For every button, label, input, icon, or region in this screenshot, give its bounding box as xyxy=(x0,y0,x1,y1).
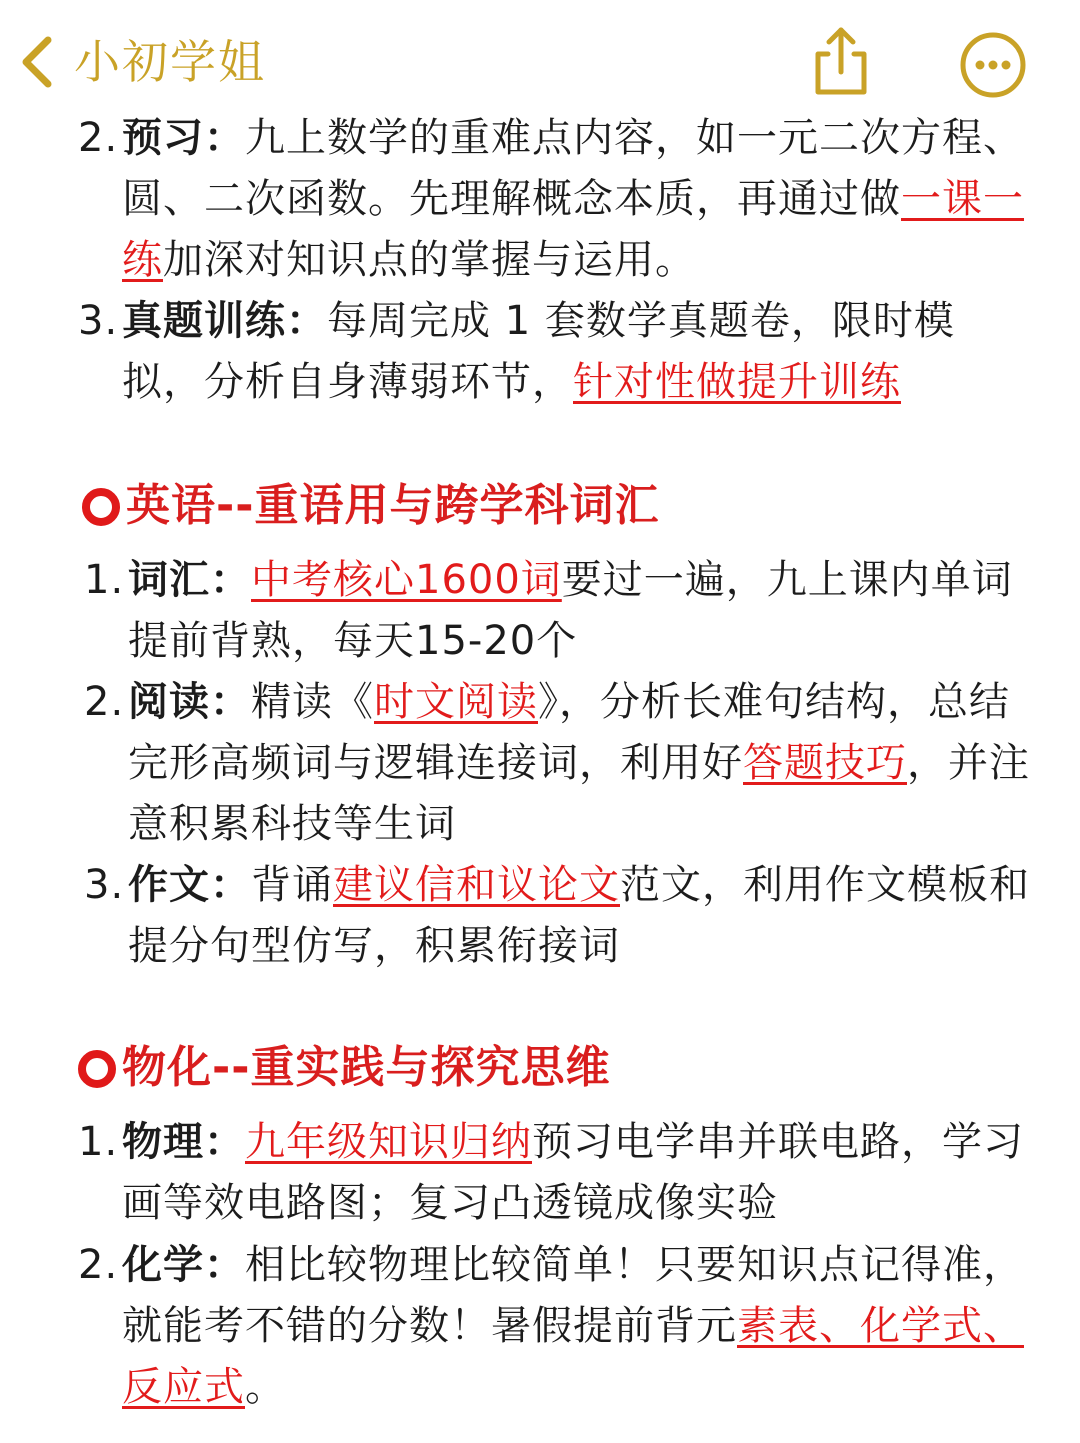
chevron-left-icon xyxy=(14,30,62,94)
list-item xyxy=(78,1112,1028,1234)
section-heading-english xyxy=(82,476,660,536)
item-number: 2. xyxy=(78,1242,119,1288)
list-item xyxy=(84,550,1030,672)
item-number: 2. xyxy=(84,679,125,725)
item-separator: ： xyxy=(210,557,251,603)
item-text: ，并注意积累科技等生词 xyxy=(128,740,1030,847)
item-body xyxy=(78,108,1028,291)
item-label: 化学 xyxy=(122,1242,204,1288)
training-link[interactable]: 针对性做提升训练 xyxy=(573,359,901,405)
item-text: 要过一遍，九上课内单词提前背熟，每天15-20个 xyxy=(128,557,1013,664)
item-separator: ： xyxy=(286,298,327,344)
item-label: 词汇 xyxy=(128,557,210,603)
item-separator: ： xyxy=(210,862,251,908)
item-body xyxy=(78,1112,1028,1234)
reading-link[interactable]: 时文阅读 xyxy=(374,679,538,725)
list-item xyxy=(84,672,1030,855)
share-icon xyxy=(808,22,874,100)
section-heading-text: 物化--重实践与探究思维 xyxy=(122,1042,611,1093)
item-body xyxy=(84,855,1030,977)
vocabulary-link[interactable]: 中考核心1600词 xyxy=(251,557,562,603)
item-separator: ： xyxy=(204,1119,245,1165)
item-label: 物理 xyxy=(122,1119,204,1165)
item-number: 3. xyxy=(78,298,119,344)
practice-link[interactable]: 一课一练 xyxy=(122,176,1024,283)
red-circle-icon xyxy=(78,1050,116,1088)
item-number: 1. xyxy=(84,557,125,603)
item-label: 阅读 xyxy=(128,679,210,725)
list-item xyxy=(78,291,1028,413)
item-separator: ： xyxy=(210,679,251,725)
chemistry-link[interactable]: 素表、化学式、反应式 xyxy=(122,1303,1024,1410)
item-label: 真题训练 xyxy=(122,298,286,344)
physics-summary-link[interactable]: 九年级知识归纳 xyxy=(245,1119,532,1165)
item-text: 》，分析长难句结构，总结完形高频词与逻辑连接词，利用好 xyxy=(128,679,1010,786)
more-icon xyxy=(958,30,1028,100)
item-label: 作文 xyxy=(128,862,210,908)
item-text: 精读《 xyxy=(251,679,374,725)
more-button[interactable] xyxy=(958,30,1028,100)
nav-title: 小初学姐 xyxy=(74,35,266,89)
item-text: 相比较物理比较简单！只要知识点记得准，就能考不错的分数！暑假提前背元 xyxy=(122,1242,1024,1349)
item-body xyxy=(84,672,1030,855)
item-text: 九上数学的重难点内容，如一元二次方程、圆、二次函数。先理解概念本质，再通过做 xyxy=(122,115,1024,222)
item-text: 加深对知识点的掌握与运用。 xyxy=(163,237,696,283)
red-circle-icon xyxy=(82,488,120,526)
item-text: 。 xyxy=(245,1364,286,1410)
list-item xyxy=(78,1235,1028,1418)
item-number: 3. xyxy=(84,862,125,908)
item-body xyxy=(84,550,1030,672)
item-text: 范文，利用作文模板和提分句型仿写，积累衔接词 xyxy=(128,862,1030,969)
item-separator: ： xyxy=(204,115,245,161)
item-number: 2. xyxy=(78,115,119,161)
item-text: 每周完成 1 套数学真题卷，限时模拟，分析自身薄弱环节， xyxy=(122,298,955,405)
list-item xyxy=(84,855,1030,977)
item-text: 背诵 xyxy=(251,862,333,908)
top-nav-bar xyxy=(0,0,1080,108)
item-label: 预习 xyxy=(122,115,204,161)
answer-skills-link[interactable]: 答题技巧 xyxy=(743,740,907,786)
section-heading-science xyxy=(78,1038,611,1098)
list-item xyxy=(78,108,1028,291)
share-button[interactable] xyxy=(808,22,874,100)
item-body xyxy=(78,291,1028,413)
section-heading-text: 英语--重语用与跨学科词汇 xyxy=(126,480,660,531)
item-text: 预习电学串并联电路，学习画等效电路图；复习凸透镜成像实验 xyxy=(122,1119,1024,1226)
item-separator: ： xyxy=(204,1242,245,1288)
item-number: 1. xyxy=(78,1119,119,1165)
essay-link[interactable]: 建议信和议论文 xyxy=(333,862,620,908)
item-body xyxy=(78,1235,1028,1418)
back-button[interactable] xyxy=(14,30,62,94)
